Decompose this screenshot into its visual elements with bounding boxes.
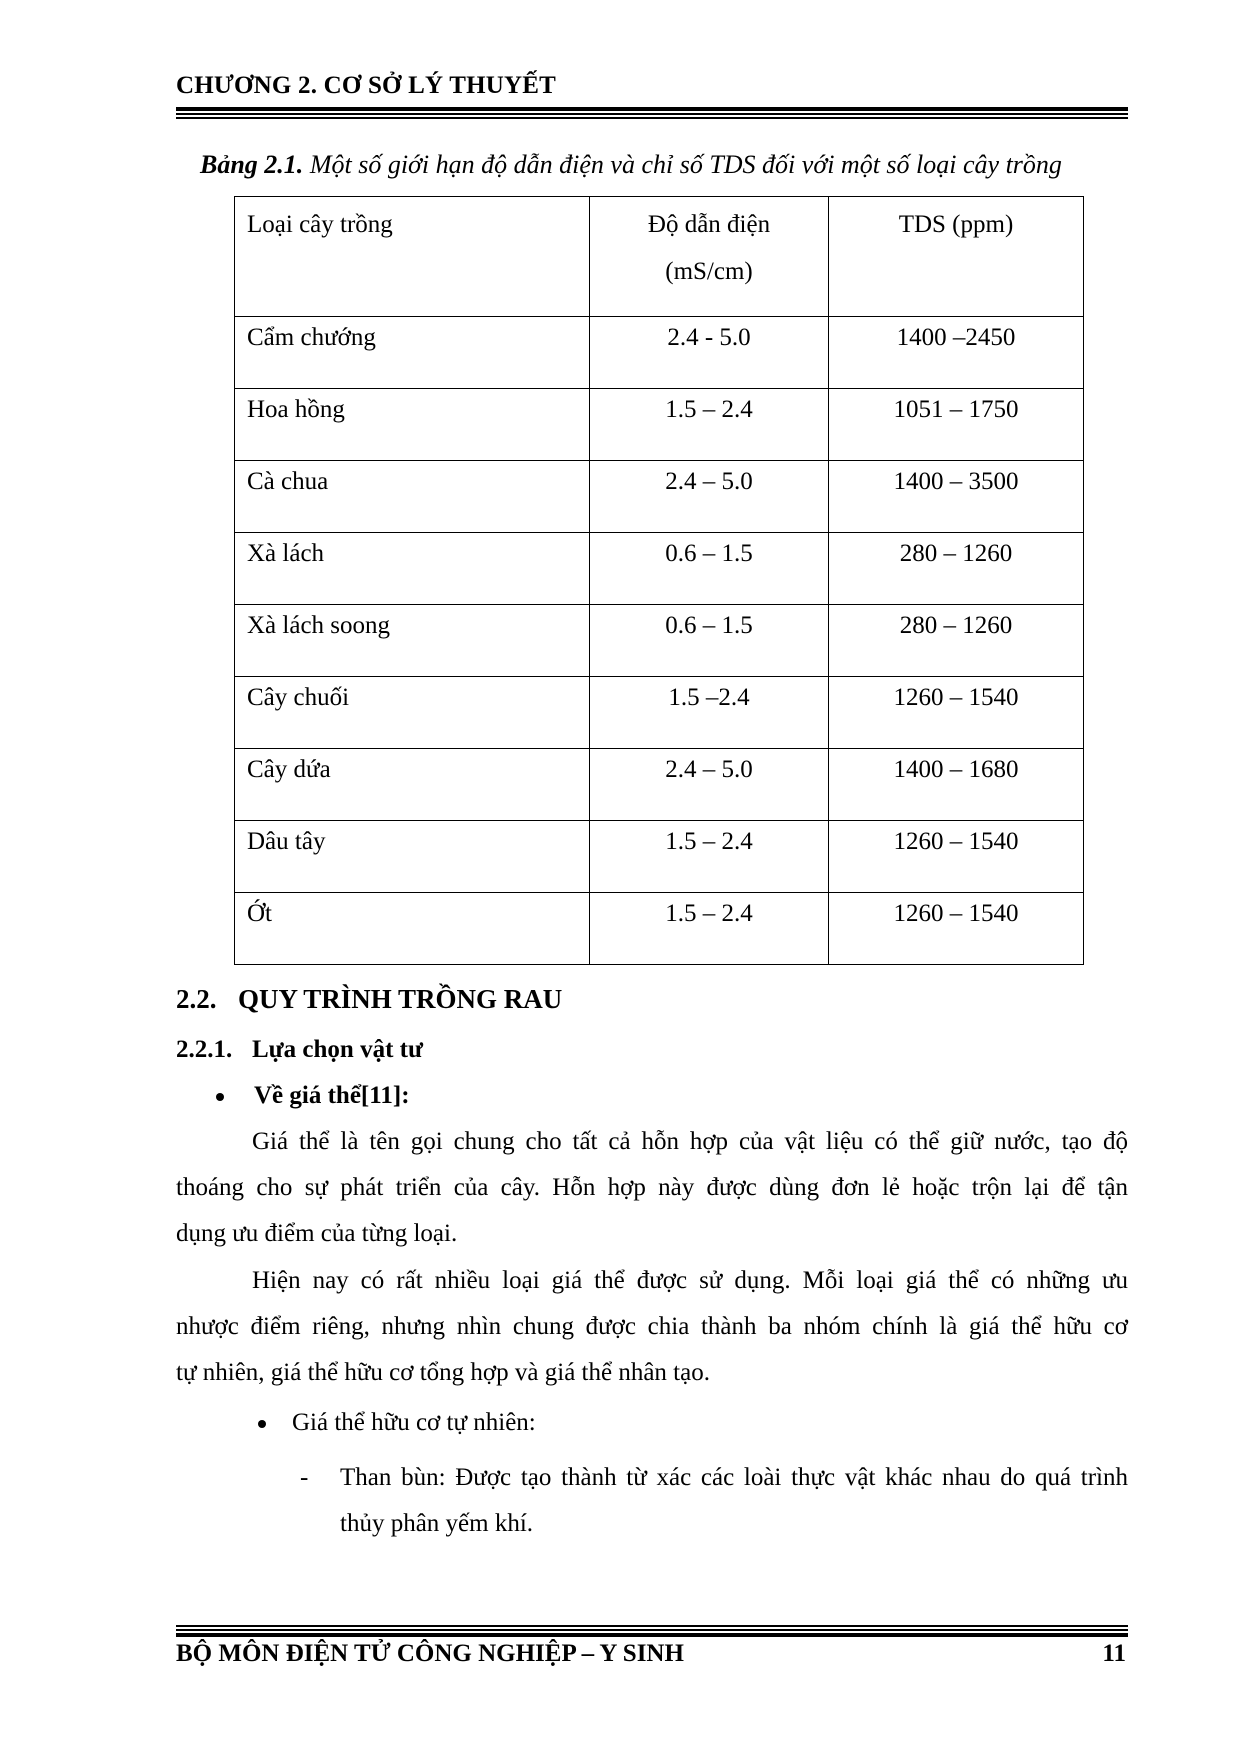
- bullet-heading: [216, 1082, 410, 1110]
- paragraph-line: dụng ưu điểm của từng loại.: [176, 1220, 458, 1247]
- table-row: [235, 533, 1084, 605]
- bullet-dot-icon: [258, 1420, 266, 1428]
- header-cell-plant: Loại cây trồng: [235, 197, 590, 317]
- cell-tds: 1400 – 1680: [829, 749, 1084, 821]
- cell-tds: 1260 – 1540: [829, 821, 1084, 893]
- paragraph-2: [176, 1258, 1128, 1396]
- dash-item: [300, 1455, 1128, 1547]
- bullet-item: [258, 1409, 536, 1437]
- table-row: [235, 677, 1084, 749]
- subsection-heading: [176, 1036, 423, 1064]
- section-title: QUY TRÌNH TRỒNG RAU: [238, 984, 563, 1014]
- cell-tds: 1260 – 1540: [829, 677, 1084, 749]
- bullet-item-text: Giá thể hữu cơ tự nhiên:: [292, 1409, 536, 1436]
- bullet-dot-icon: [216, 1093, 224, 1101]
- cell-tds: 1051 – 1750: [829, 389, 1084, 461]
- subsection-number: 2.2.1.: [176, 1036, 233, 1063]
- cell-conductivity: 2.4 - 5.0: [590, 317, 829, 389]
- dash-item-line: Than bùn: Được tạo thành từ xác các loài thực vật khác nhau do quá trình: [340, 1464, 1128, 1491]
- table-header-row: [235, 197, 1084, 317]
- cell-tds: 1260 – 1540: [829, 893, 1084, 965]
- cell-plant: Xà lách soong: [235, 605, 590, 677]
- table-row: [235, 749, 1084, 821]
- cell-conductivity: 0.6 – 1.5: [590, 605, 829, 677]
- paragraph-line: thoáng cho sự phát triển của cây. Hỗn hợp này được dùng đơn lẻ hoặc trộn lại để tận: [176, 1174, 1128, 1201]
- bullet-heading-text: Về giá thể[11]:: [254, 1082, 410, 1109]
- header-cell-conductivity: Độ dẫn điện (mS/cm): [590, 197, 829, 317]
- cell-plant: Xà lách: [235, 533, 590, 605]
- footer-rule: [176, 1623, 1128, 1637]
- page-number: 11: [1102, 1640, 1126, 1667]
- dash-marker: -: [300, 1464, 309, 1491]
- table-row: [235, 893, 1084, 965]
- paragraph-line: Giá thể là tên gọi chung cho tất cả hỗn hợp của vật liệu có thể giữ nước, tạo độ: [252, 1128, 1128, 1155]
- cell-plant: Ớt: [235, 893, 590, 965]
- cell-tds: 1400 –2450: [829, 317, 1084, 389]
- cell-conductivity: 1.5 – 2.4: [590, 893, 829, 965]
- cell-conductivity: 1.5 –2.4: [590, 677, 829, 749]
- table-caption-lead: Bảng 2.1.: [200, 150, 304, 179]
- cell-tds: 1400 – 3500: [829, 461, 1084, 533]
- cell-conductivity: 1.5 – 2.4: [590, 821, 829, 893]
- cell-conductivity: 2.4 – 5.0: [590, 749, 829, 821]
- cell-tds: 280 – 1260: [829, 533, 1084, 605]
- chapter-header-title: CHƯƠNG 2. CƠ SỞ LÝ THUYẾT: [176, 72, 557, 99]
- table-caption-text: Một số giới hạn độ dẫn điện và chỉ số TDS đối với một số loại cây trồng: [303, 150, 1062, 179]
- cell-plant: Cẩm chướng: [235, 317, 590, 389]
- paragraph-1: [176, 1119, 1128, 1257]
- cell-conductivity: 2.4 – 5.0: [590, 461, 829, 533]
- cell-plant: Cây chuối: [235, 677, 590, 749]
- table-row: [235, 461, 1084, 533]
- paragraph-line: Hiện nay có rất nhiều loại giá thể được sử dụng. Mỗi loại giá thể có những ưu: [252, 1267, 1128, 1294]
- section-heading: [176, 984, 562, 1015]
- table-row: [235, 317, 1084, 389]
- footer-department: BỘ MÔN ĐIỆN TỬ CÔNG NGHIỆP – Y SINH: [176, 1640, 684, 1667]
- header-rule: [176, 107, 1128, 119]
- cell-tds: 280 – 1260: [829, 605, 1084, 677]
- section-number: 2.2.: [176, 984, 217, 1014]
- paragraph-line: nhược điểm riêng, nhưng nhìn chung được chia thành ba nhóm chính là giá thể hữu cơ: [176, 1313, 1128, 1340]
- table-caption: [200, 150, 1062, 180]
- cell-plant: Cà chua: [235, 461, 590, 533]
- cell-conductivity: 1.5 – 2.4: [590, 389, 829, 461]
- paragraph-line: tự nhiên, giá thể hữu cơ tổng hợp và giá thể nhân tạo.: [176, 1359, 710, 1386]
- cell-plant: Dâu tây: [235, 821, 590, 893]
- cell-plant: Hoa hồng: [235, 389, 590, 461]
- spec-table: [234, 196, 1084, 965]
- header-cell-tds: TDS (ppm): [829, 197, 1084, 317]
- table-row: [235, 389, 1084, 461]
- table-row: [235, 605, 1084, 677]
- cell-plant: Cây dứa: [235, 749, 590, 821]
- dash-item-line: thủy phân yếm khí.: [340, 1510, 534, 1537]
- table-row: [235, 821, 1084, 893]
- subsection-title: Lựa chọn vật tư: [252, 1036, 423, 1063]
- cell-conductivity: 0.6 – 1.5: [590, 533, 829, 605]
